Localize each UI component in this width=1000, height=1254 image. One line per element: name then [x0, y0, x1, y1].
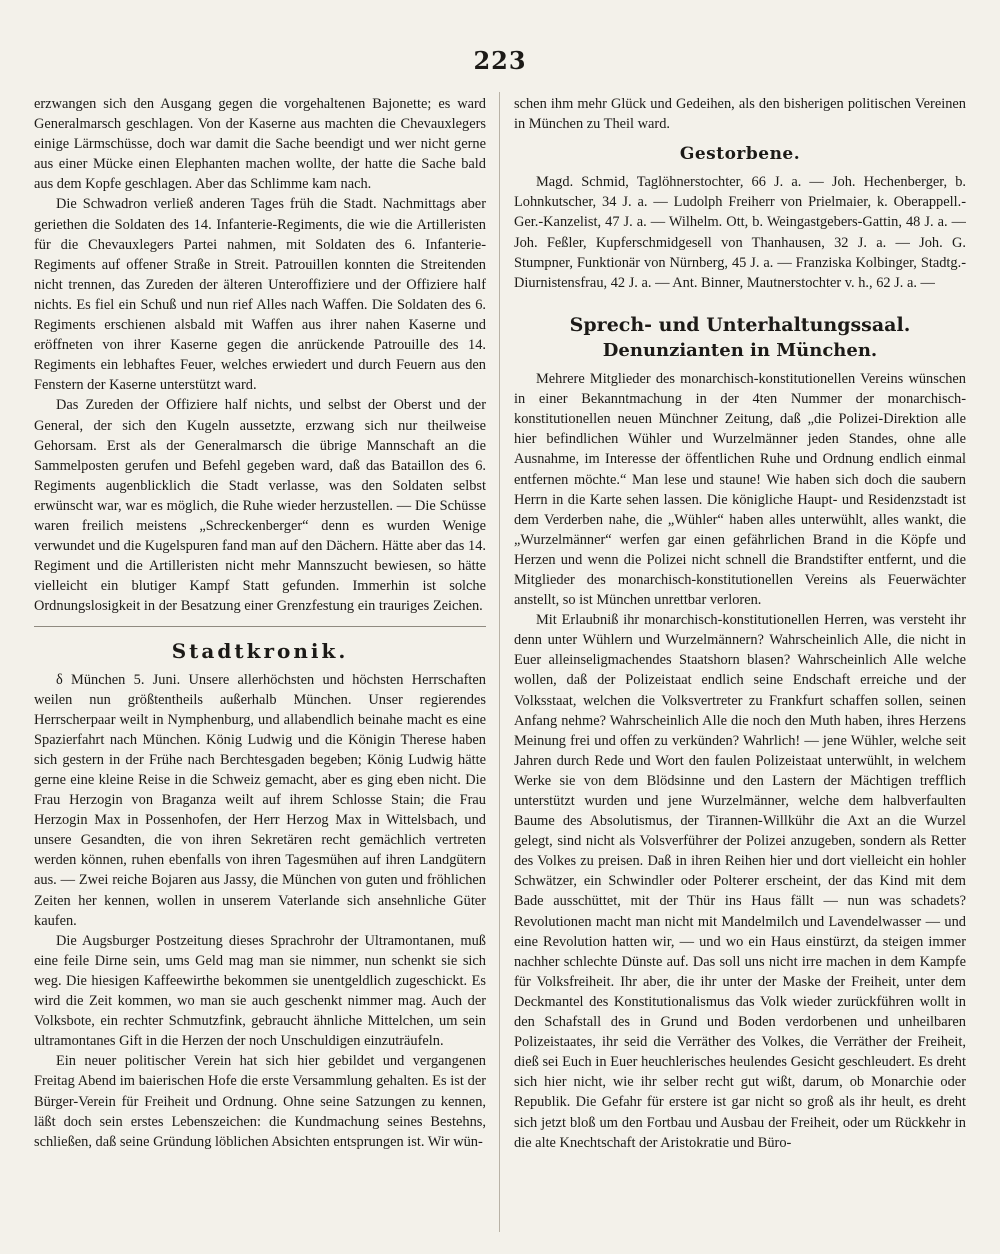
article-paragraph: δ München 5. Juni. Unsere allerhöchsten und höchsten Herrschaften weilen nun größtentheils außerhalb München. Unser regierendes Herrscherpaar weilt in Nymphenburg, und allabendlich beinahe macht es eine Spazierfahrt nach München. König Ludwig und die Königin Therese haben sich gestern in der Frühe nach Berchtesgaden begeben; König Ludwig hätte gerne eine kleine Reise in die Schweiz gemacht, aber es ging eben nicht. Die Frau Herzogin von Braganza weilt auf ihrem Schlosse Stain; die Frau Herzogin Max in Possenhofen, der Herr Herzog Max in Wittelsbach, und unsere Gesandten, die von ihren Sekretären recht gemächlich vertreten werden können, ruhen ebenfalls von ihren Tagesmühen auf ihren Landgütern aus. — Zwei reiche Bojaren aus Jassy, die München von guten und fröhlichen Zeiten her kennen, wollen in unserem Vaterlande sich ansehnliche Güter kaufen. [34, 671, 486, 929]
article-paragraph: erzwangen sich den Ausgang gegen die vorgehaltenen Bajonette; es ward Generalmarsch geschlagen. Von der Kaserne aus machten die Chevauxlegers einige Lärmschüsse, doch war damit die Sache beendigt und wer nicht gerne aus einer Mücke einen Elephanten machen wollte, der hatte die Sache bald aus dem Kopfe geschlagen. Aber das Schlimme kam nach. [34, 96, 486, 193]
section-rule [34, 626, 486, 627]
gestorbene-heading: Gestorbene. [679, 144, 801, 165]
columns [34, 94, 966, 1234]
article-paragraph: Ein neuer politischer Verein hat sich hier gebildet und vergangenen Freitag Abend im baierischen Hofe die erste Versammlung gehalten. Es ist der Bürger-Verein für Freiheit und Ordnung. Ohne seine Satzungen zu kennen, läßt doch sein erstes Lebenszeichen: die Kundmachung seines Bestehns, schließen, daß seine Gründung löblichen Absichten entsprungen ist. Wir wün- [34, 1053, 486, 1150]
article-paragraph: schen ihm mehr Glück und Gedeihen, als den bisherigen politischen Vereinen in München zu Theil ward. [514, 96, 966, 133]
sprech-heading: Sprech- und Unterhaltungssaal. [569, 313, 911, 336]
right-column [514, 94, 966, 1234]
death-notices: Magd. Schmid, Taglöhnerstochter, 66 J. a. — Joh. Hechenberger, b. Lohnkutscher, 34 J. a. — Ludolph Freiherr von Prielmaier, k. Oberappell.-Ger.-Kanzelist, 47 J. a. — Wilhelm. Ott, b. Weingastgebers-Gattin, 48 J. a. — Joh. Feßler, Kupferschmidgesell von Thanhausen, 32 J. a. — Joh. G. Stumpner, Funktionär von Nürnberg, 45 J. a. — Franziska Kolbinger, Stadtg.-Diurnistensfrau, 42 J. a. — Ant. Binner, Mautnerstochter v. h., 62 J. a. — [514, 174, 966, 291]
left-column [34, 94, 486, 1234]
stadtkronik-heading: Stadtkronik. [171, 639, 349, 664]
article-paragraph: Die Schwadron verließ anderen Tages früh die Stadt. Nachmittags aber geriethen die Soldaten des 14. Infanterie-Regiments, die wie die Artilleristen für die Chevauxlegers Partei nahmen, mit Soldaten des 6. Infanterie-Regiments auf offener Straße in Streit. Patrouillen konnten die Streitenden nicht trennen, das Zureden der älteren Unteroffiziere und der Offiziere half nichts. Es fiel ein Schuß und nun rief Alles nach Waffen. Die Soldaten des 6. Regiments erschienen alsbald mit Waffen aus ihrer nahen Kaserne und eröffneten von ihrer Kaserne gegen die anrückende Patrouille des 14. Regiments ein lebhaftes Feuer, welches erwiedert und durch Feuern aus den Fenstern der Kaserne unterstützt ward. [34, 196, 486, 394]
page-number: 223 [473, 46, 527, 75]
denunzianten-heading: Denunzianten in München. [602, 339, 878, 361]
article-paragraph: Das Zureden der Offiziere half nichts, und selbst der Oberst und der General, der sich den Kugeln aussetzte, erzwang sich nur theilweise Gehorsam. Erst als der Generalmarsch die übrige Mannschaft an die Sammelposten gerufen und Befehl gegeben ward, daß das Bataillon des 6. Regiments augenblicklich die Stadt verlasse, was den Soldaten selbst erwünscht war, war es möglich, die Ruhe wieder herzustellen. — Die Schüsse waren freilich meistens „Schreckenberger“ denn es wurden Wenige verwundet und die Kugelspuren fand man auf den Dächern. Hätte aber das 14. Regiment und die Artilleristen nicht mehr Mannszucht bewiesen, so hätte vielleicht ein blutiger Kampf Statt gefunden. Immerhin ist solche Ordnungslosigkeit in der Besatzung einer Grenzfestung ein trauriges Zeichen. [34, 397, 486, 615]
article-paragraph: Mehrere Mitglieder des monarchisch-konstitutionellen Vereins wünschen in einer Bekanntmachung in der 4ten Nummer der monarchisch-konstitutionellen neuen Münchner Zeitung, daß „die Polizei-Direktion alle hier befindlichen Wühler und Wurzelmänner jeden Standes, ohne alle Ausnahme, im Interesse der öffentlichen Ruhe und Ordnung endlich einmal entfernen möchte.“ Man lese und staune! Wie haben sich doch die saubern Herrn in die Karte sehen lassen. Die königliche Haupt- und Residenzstadt ist dem Verderben nahe, die „Wühler“ haben alles unterwühlt, alles wankt, die „Wurzelmänner“ werfen gar einen gefährlichen Brand in die Köpfe und Herzen und wenn die Polizei nicht schnell die Brandstifter entfernt, und die Mitglieder des monarchisch-konstitutionellen Vereins als Feuerwächter anstellt, so ist München unrettbar verloren. [514, 371, 966, 609]
article-paragraph: Die Augsburger Postzeitung dieses Sprachrohr der Ultramontanen, muß eine feile Dirne sein, ums Geld mag man sie nimmer, nun schenkt sie sich weg. Die hiesigen Kaffeewirthe bekommen sie unentgeldlich zugeschickt. Es wird die Zeit kommen, wo man sie auch geschenkt nimmer mag. Auch der Volksbote, ein rechter Schmutzfink, gebraucht ähnliche Mittelchen, um sein ultramontanes Gift in die Herzen der noch Unschuldigen einzuträufeln. [34, 932, 486, 1050]
article-paragraph: Mit Erlaubniß ihr monarchisch-konstitutionellen Herren, was versteht ihr denn unter Wühlern und Wurzelmännern? Wahrscheinlich Alle, die nicht in Euer alleinseligmachendes Staatshorn blasen? Wahrscheinlich Alle welche wollen, daß der Polizeistaat endlich seine Endschaft erreiche und der Volksstaat, welchen die Volksvertreter zu Frankfurt schaffen sollen, seinen Anfang nehme? Wahrscheinlich Alle die noch den Muth haben, ihres Herzens Meinung frei und offen zu verkünden? Wahrlich! — jene Wühler, welche seit Jahren durch Rede und Wort den faulen Polizeistaat unterwühlt, in welchem Werke sie von dem Blödsinne und den Lastern der Mächtigen trefflich unterstützt wurden und jene Wurzelmänner, welche dem halbverfaulten Baume des Absolutismus, der Tirannen-Willkühr die Axt an die Wurzel gelegt, sind nicht als Volsverführer der Polizei anzugeben, sondern als Retter des Volkes zu preisen. Daß in ihren Reihen hier und dort vielleicht ein hohler Schwätzer, ein Schwindler oder Polterer erscheint, der das Kind mit dem Bade ausschüttet, mit der Thür ins Haus fällt — nun was schadets? Revolutionen macht man nicht mit Mandelmilch und Lavendelwasser — und eine Revolution hatten wir, — und wo ein Haus einstürzt, da steigen immer nachher schlechte Dünste auf. Das soll uns nicht irre machen in dem Kampfe für Volksfreiheit. Ihr aber, die ihr unter der Maske der Freiheit, unter dem Deckmantel des Konstitutionalismus das Volk wieder zurückführen wollt in den Schafstall des in Grund und Boden verdorbenen und unheilbaren Polizeistaates, ihr seid die Verräther des Volkes, die Verräther der Freiheit, dieß sei Euch in Euer heuchlerisches heulendes Gesicht geschleudert. Es dreht sich hier nicht, wie ihr selber recht gut wißt, darum, ob Monarchie oder Republik. Die Gefahr für erstere ist gar nicht so groß als ihr heult, es dreht sich jetzt bloß um den Fortbau und Ausbau der Freiheit, oder um Rückkehr in die alte Knechtschaft der Aristokratie und Büro- [514, 612, 966, 1151]
